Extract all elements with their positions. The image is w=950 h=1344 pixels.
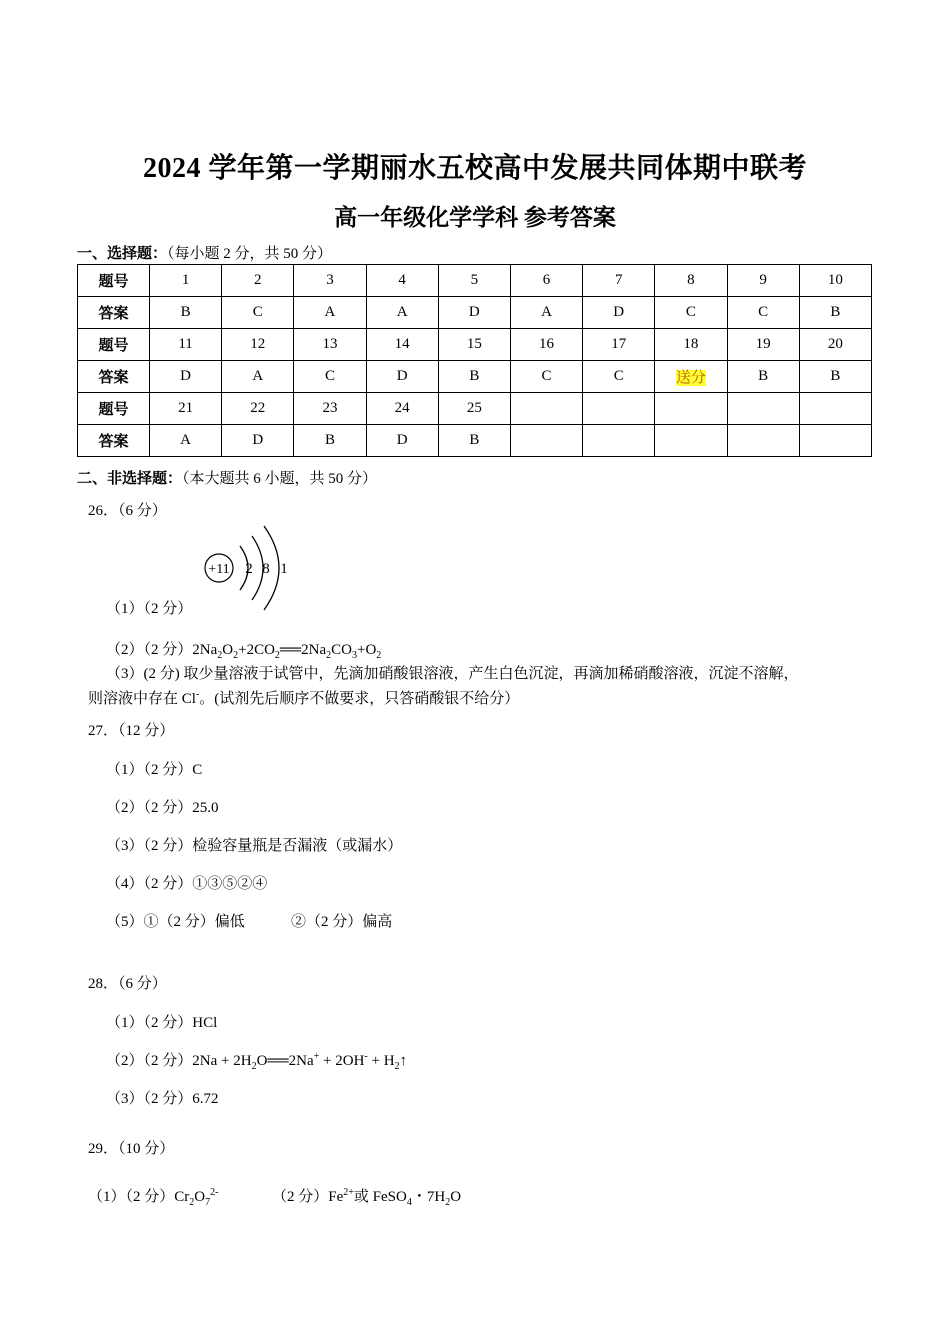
table-row xyxy=(78,297,872,329)
table-cell xyxy=(438,425,510,457)
cell-value: A xyxy=(396,304,408,320)
iron-formula: $Fe^{2+}$或 FeSO$_4$・$7H_2O$ xyxy=(328,1187,462,1208)
cell-value: D xyxy=(180,368,192,384)
table-cell xyxy=(438,265,510,297)
section-2-note: （本大题共 6 小题，共 50 分） xyxy=(182,471,378,487)
table-cell xyxy=(799,297,871,329)
page-subtitle: 高一年级化学学科 参考答案 xyxy=(334,205,616,230)
table-cell xyxy=(583,297,655,329)
chloride-charge: - xyxy=(195,689,200,700)
q27-part5a: （5）①（2 分）偏低 xyxy=(106,914,245,930)
q27-part3: （3）（2 分）检验容量瓶是否漏液（或漏水） xyxy=(106,838,403,854)
table-cell xyxy=(294,297,366,329)
shell-electrons-2: 8 xyxy=(262,561,270,577)
table-cell xyxy=(366,361,438,393)
table-cell xyxy=(150,393,222,425)
nucleus-charge: +11 xyxy=(208,562,230,577)
cell-value: 送分 xyxy=(675,370,706,386)
cell-value: C xyxy=(541,368,552,384)
table-cell xyxy=(150,361,222,393)
table-cell xyxy=(510,393,582,425)
q26-part2 xyxy=(106,638,381,659)
row-header: 答案 xyxy=(78,361,150,393)
q29-part1b-label: （2 分） xyxy=(272,1189,329,1205)
table-cell xyxy=(222,393,294,425)
cell-value: 13 xyxy=(322,336,338,352)
table-cell xyxy=(366,329,438,361)
q27-header: 27．（12 分） xyxy=(88,723,175,739)
cell-value: C xyxy=(758,304,769,320)
table-cell xyxy=(366,265,438,297)
cell-value: 25 xyxy=(466,400,482,416)
shell-electrons-1: 2 xyxy=(245,561,253,577)
cell-value: 7 xyxy=(614,272,623,288)
table-cell xyxy=(727,265,799,297)
table-row xyxy=(78,425,872,457)
table-cell xyxy=(438,329,510,361)
cell-value: 24 xyxy=(394,400,410,416)
q28-part2-label: （2）（2 分） xyxy=(106,1053,193,1069)
cell-value: B xyxy=(469,368,480,384)
table-cell xyxy=(799,329,871,361)
table-cell xyxy=(799,361,871,393)
table-cell xyxy=(583,393,655,425)
cell-value: 22 xyxy=(250,400,266,416)
table-cell xyxy=(222,361,294,393)
q28-equation: $2Na + 2H_2O══2Na^+ + 2OH^-$ + $H_2↑$ xyxy=(192,1051,408,1072)
answer-table xyxy=(77,264,872,457)
cell-value: D xyxy=(396,432,408,448)
q26-equation: $2Na_2O_2+2CO_2══2Na_2CO_3+O_2$ xyxy=(192,642,382,661)
table-cell xyxy=(583,329,655,361)
table-cell xyxy=(294,329,366,361)
q29-part1 xyxy=(88,1185,218,1206)
table-cell xyxy=(799,425,871,457)
q26-part3-text-b: 。(试剂先后顺序不做要求，只答硝酸银不给分） xyxy=(199,691,520,707)
cell-value: 6 xyxy=(542,272,551,288)
row-header: 题号 xyxy=(78,265,150,297)
section-1-note: （每小题 2 分，共 50 分） xyxy=(167,246,333,262)
table-cell xyxy=(655,425,727,457)
cell-value: B xyxy=(758,368,769,384)
table-cell xyxy=(655,361,727,393)
table-cell xyxy=(510,361,582,393)
q27-part4: （4）（2 分）①③⑤②④ xyxy=(106,876,268,892)
table-cell xyxy=(655,329,727,361)
q28-part3: （3）（2 分）6.72 xyxy=(106,1091,219,1107)
table-cell xyxy=(222,265,294,297)
page-title: 2024 学年第一学期丽水五校高中发展共同体期中联考 xyxy=(142,153,807,184)
table-cell xyxy=(510,297,582,329)
cell-value: B xyxy=(180,304,191,320)
table-cell xyxy=(727,329,799,361)
table-cell xyxy=(727,361,799,393)
q29-part1-label: （1）（2 分） xyxy=(88,1189,175,1205)
table-row xyxy=(78,361,872,393)
q27-part5b: ②（2 分）偏高 xyxy=(291,914,393,930)
table-cell xyxy=(438,297,510,329)
q26-part1: （1）（2 分） xyxy=(106,601,193,617)
cell-value: B xyxy=(830,368,841,384)
table-cell xyxy=(727,393,799,425)
cell-value: A xyxy=(541,304,552,320)
table-cell xyxy=(655,297,727,329)
section-1-label: 一、选择题： xyxy=(77,246,168,262)
table-cell xyxy=(727,297,799,329)
section-2-heading xyxy=(77,467,377,488)
table-cell xyxy=(222,425,294,457)
cell-value: 3 xyxy=(326,272,334,288)
cell-value: 10 xyxy=(827,272,843,288)
table-cell xyxy=(510,265,582,297)
table-cell xyxy=(655,393,727,425)
q28-part1: （1）（2 分）HCl xyxy=(106,1015,218,1031)
table-cell xyxy=(366,425,438,457)
table-cell xyxy=(222,297,294,329)
cell-value: A xyxy=(324,304,336,320)
table-cell xyxy=(294,425,366,457)
table-cell xyxy=(366,393,438,425)
q28-header: 28．（6 分） xyxy=(88,976,167,992)
cell-value: 23 xyxy=(322,400,338,416)
cell-value: D xyxy=(396,368,408,384)
table-cell xyxy=(294,393,366,425)
cell-value: C xyxy=(613,368,624,384)
cell-value: B xyxy=(830,304,841,320)
table-cell xyxy=(510,425,582,457)
table-cell xyxy=(727,425,799,457)
cell-value: 4 xyxy=(398,272,406,288)
cell-value: 1 xyxy=(181,272,190,288)
q29-header: 29．（10 分） xyxy=(88,1141,175,1157)
sodium-atom-structure-diagram xyxy=(200,520,300,615)
cell-value: 12 xyxy=(250,336,266,352)
table-cell xyxy=(510,329,582,361)
table-cell xyxy=(150,297,222,329)
section-1-heading xyxy=(77,242,332,263)
cell-value: A xyxy=(252,368,264,384)
row-header: 答案 xyxy=(78,425,150,457)
row-header: 题号 xyxy=(78,393,150,425)
dichromate-formula: $Cr_2O_7^{2-}$ xyxy=(174,1187,219,1208)
table-cell xyxy=(799,265,871,297)
cell-value: 14 xyxy=(394,336,410,352)
table-cell xyxy=(583,361,655,393)
table-cell xyxy=(583,425,655,457)
table-cell xyxy=(799,393,871,425)
cell-value: 20 xyxy=(827,336,843,352)
cell-value: D xyxy=(468,304,480,320)
cell-value: 19 xyxy=(755,336,771,352)
cell-value: 5 xyxy=(470,272,479,288)
q27-part1: （1）（2 分）C xyxy=(106,762,203,778)
cell-value: D xyxy=(252,432,264,448)
table-cell xyxy=(222,329,294,361)
table-cell xyxy=(150,329,222,361)
table-cell xyxy=(150,265,222,297)
q26-part2-label: （2）（2 分） xyxy=(106,642,193,658)
row-header: 题号 xyxy=(78,329,150,361)
q29-part1-b xyxy=(272,1185,461,1206)
cell-value: 17 xyxy=(611,336,627,352)
row-header: 答案 xyxy=(78,297,150,329)
cell-value: B xyxy=(324,432,335,448)
table-cell xyxy=(366,297,438,329)
table-cell xyxy=(294,265,366,297)
table-row xyxy=(78,329,872,361)
q28-part2 xyxy=(106,1049,407,1070)
cell-value: C xyxy=(252,304,263,320)
cell-value: D xyxy=(613,304,625,320)
table-cell xyxy=(438,393,510,425)
table-cell xyxy=(150,425,222,457)
cell-value: C xyxy=(324,368,335,384)
cell-value: 2 xyxy=(254,272,262,288)
section-2-label: 二、非选择题： xyxy=(77,471,183,487)
cell-value: 11 xyxy=(178,336,193,352)
cell-value: A xyxy=(180,432,192,448)
shell-electrons-3: 1 xyxy=(280,561,288,577)
q26-part3-line2 xyxy=(88,687,519,708)
cell-value: 16 xyxy=(539,336,555,352)
q26-header: 26．（6 分） xyxy=(88,503,167,519)
table-row xyxy=(78,393,872,425)
q26-part3-text-a: 则溶液中存在 Cl xyxy=(88,691,196,707)
table-row xyxy=(78,265,872,297)
table-cell xyxy=(438,361,510,393)
cell-value: 18 xyxy=(683,336,699,352)
table-cell xyxy=(294,361,366,393)
q26-part3-line1: （3）(2 分) 取少量溶液于试管中，先滴加硝酸银溶液，产生白色沉淀，再滴加稀硝酸溶液，沉淀不溶解， xyxy=(106,666,799,682)
table-cell xyxy=(655,265,727,297)
cell-value: 9 xyxy=(759,272,767,288)
table-cell xyxy=(583,265,655,297)
q27-part2: （2）（2 分）25.0 xyxy=(106,800,219,816)
cell-value: 8 xyxy=(687,272,695,288)
cell-value: 21 xyxy=(178,400,194,416)
cell-value: C xyxy=(685,304,696,320)
cell-value: B xyxy=(469,432,480,448)
cell-value: 15 xyxy=(466,336,482,352)
